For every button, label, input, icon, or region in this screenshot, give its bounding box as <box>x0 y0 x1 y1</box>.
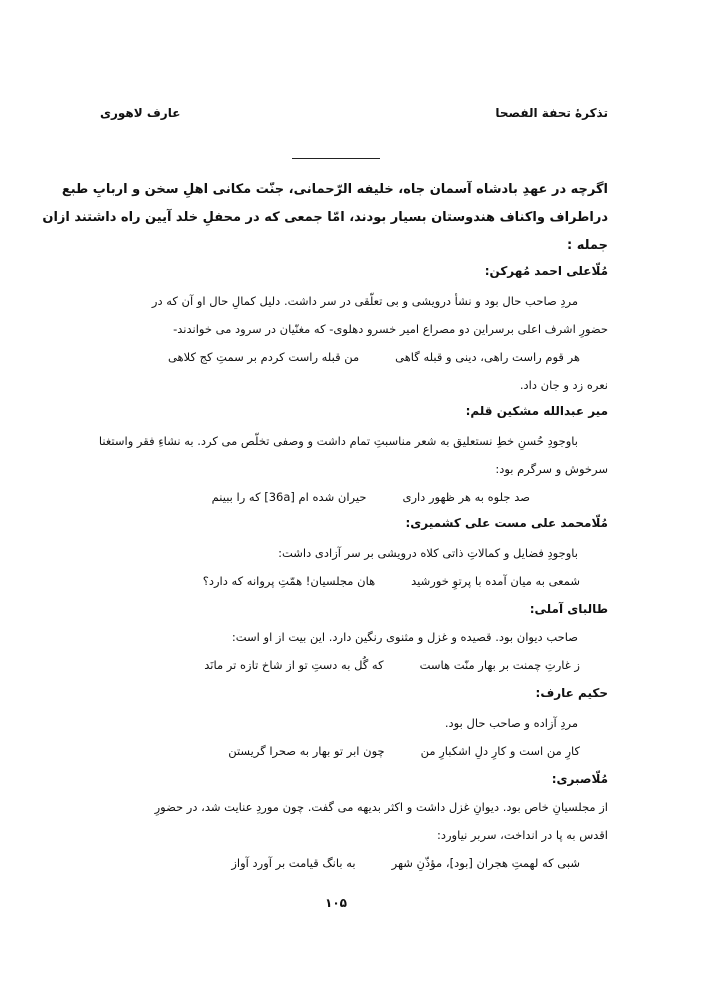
entry-text-line: مردِ آزاده و صاحب حال بود. <box>444 716 578 730</box>
verse-hemistich: شمعی به میان آمده با پرتوِ خورشید <box>411 574 580 588</box>
entry-heading-talib-amuli: طالبای آملی: <box>529 602 608 616</box>
intro-line-2: دراطراف واکناف هندوستان بسیار بودند، امّا جمعی که در محفلِ خلد آیین راه داشتند ازان <box>42 210 608 225</box>
verse-hemistich: ز غارتِ چمنت بر بهار منّت هاست <box>419 658 580 672</box>
verse-couplet <box>212 490 530 504</box>
running-header-title: تذکرۀ تحفة الفصحا <box>495 106 608 120</box>
verse-couplet <box>203 574 580 588</box>
verse-couplet <box>204 658 580 672</box>
entry-text-line: مردِ صاحب حال بود و نشأ درویشی و بی تعلّقی در سر داشت. دلیل کمالِ حال او آن که در <box>151 294 578 308</box>
entry-heading-mast-ali: مُلّامحمد علی مست علی کشمیری: <box>405 516 608 530</box>
verse-hemistich: حیران شده ام [36a] که را ببینم <box>211 490 367 504</box>
verse-hemistich: من قبله راست کردم بر سمتِ کج کلاهی <box>167 350 360 364</box>
verse-couplet <box>231 856 580 870</box>
verse-couplet <box>228 744 580 758</box>
verse-hemistich: که گُل به دستِ تو از شاخ تازه تر مانَد <box>204 658 384 672</box>
verse-hemistich: هان مجلسیان! همّتِ پروانه که دارد؟ <box>202 574 376 588</box>
verse-hemistich: به بانگ قیامت بر آورد آواز <box>231 856 356 870</box>
entry-text-line: اقدس به پا در انداخت، سربر نیاورد: <box>437 828 608 842</box>
verse-hemistich: هر قوم راست راهی، دینی و قبله گاهی <box>395 350 580 364</box>
entry-text-line: حضورِ اشرف اعلی برسراین دو مصراع امیر خسرو دهلوی- که مغنّیان در سرود می خواندند- <box>173 322 608 336</box>
entry-text-line: از مجلسیانِ خاص بود. دیوانِ غزل داشت و اکثر بدیهه می گفت. چون موردِ عنایت شد، در حضورِ <box>154 800 608 814</box>
verse-hemistich: چون ابر تو بهار به صحرا گریستن <box>228 744 385 758</box>
verse-hemistich: کارِ من است و کارِ دلِ اشکبارِ من <box>420 744 580 758</box>
entry-text-line: باوجودِ فضایل و کمالاتِ ذاتی کلاه درویشی بر سر آزادی داشت: <box>278 546 578 560</box>
entry-heading-sabri: مُلّاصبری: <box>551 772 608 786</box>
verse-hemistich: شبی که لهمتِ هجران [بود]، مؤذّنِ شهر <box>391 856 580 870</box>
entry-text-line: سرخوش و سرگرم بود: <box>495 462 608 476</box>
intro-line-1: اگرچه در عهدِ بادشاه آسمان جاه، خلیفه الرّحمانی، جنّت مکانی اهلِ سخن و اربابِ طبع <box>61 182 608 197</box>
entry-heading-abdullah: میر عبدالله مشکین قلم: <box>465 404 608 418</box>
intro-line-3: جمله : <box>567 238 608 253</box>
entry-heading-ali-ahmad: مُلّاعلی احمد مُهرکن: <box>484 264 608 278</box>
page-number: ۱۰۵ <box>325 896 347 910</box>
running-header-author: عارف لاهوری <box>100 106 181 120</box>
header-divider <box>292 158 380 159</box>
verse-hemistich: صد جلوه به هر ظهور داری <box>402 490 530 504</box>
entry-text-line: صاحب دیوان بود. قصیده و غزل و مثنوی رنگین دارد. این بیت از او است: <box>231 630 578 644</box>
entry-heading-hakim-arif: حکیم عارف: <box>535 686 608 700</box>
verse-couplet <box>168 350 580 364</box>
entry-text-line: نعره زد و جان داد. <box>519 378 608 392</box>
entry-text-line: باوجودِ حُسنِ خطِ نستعلیق به شعر مناسبتِ تمام داشت و وصفی تخلّص می کرد. به نشاءِ فقر واستغنا <box>98 434 578 448</box>
